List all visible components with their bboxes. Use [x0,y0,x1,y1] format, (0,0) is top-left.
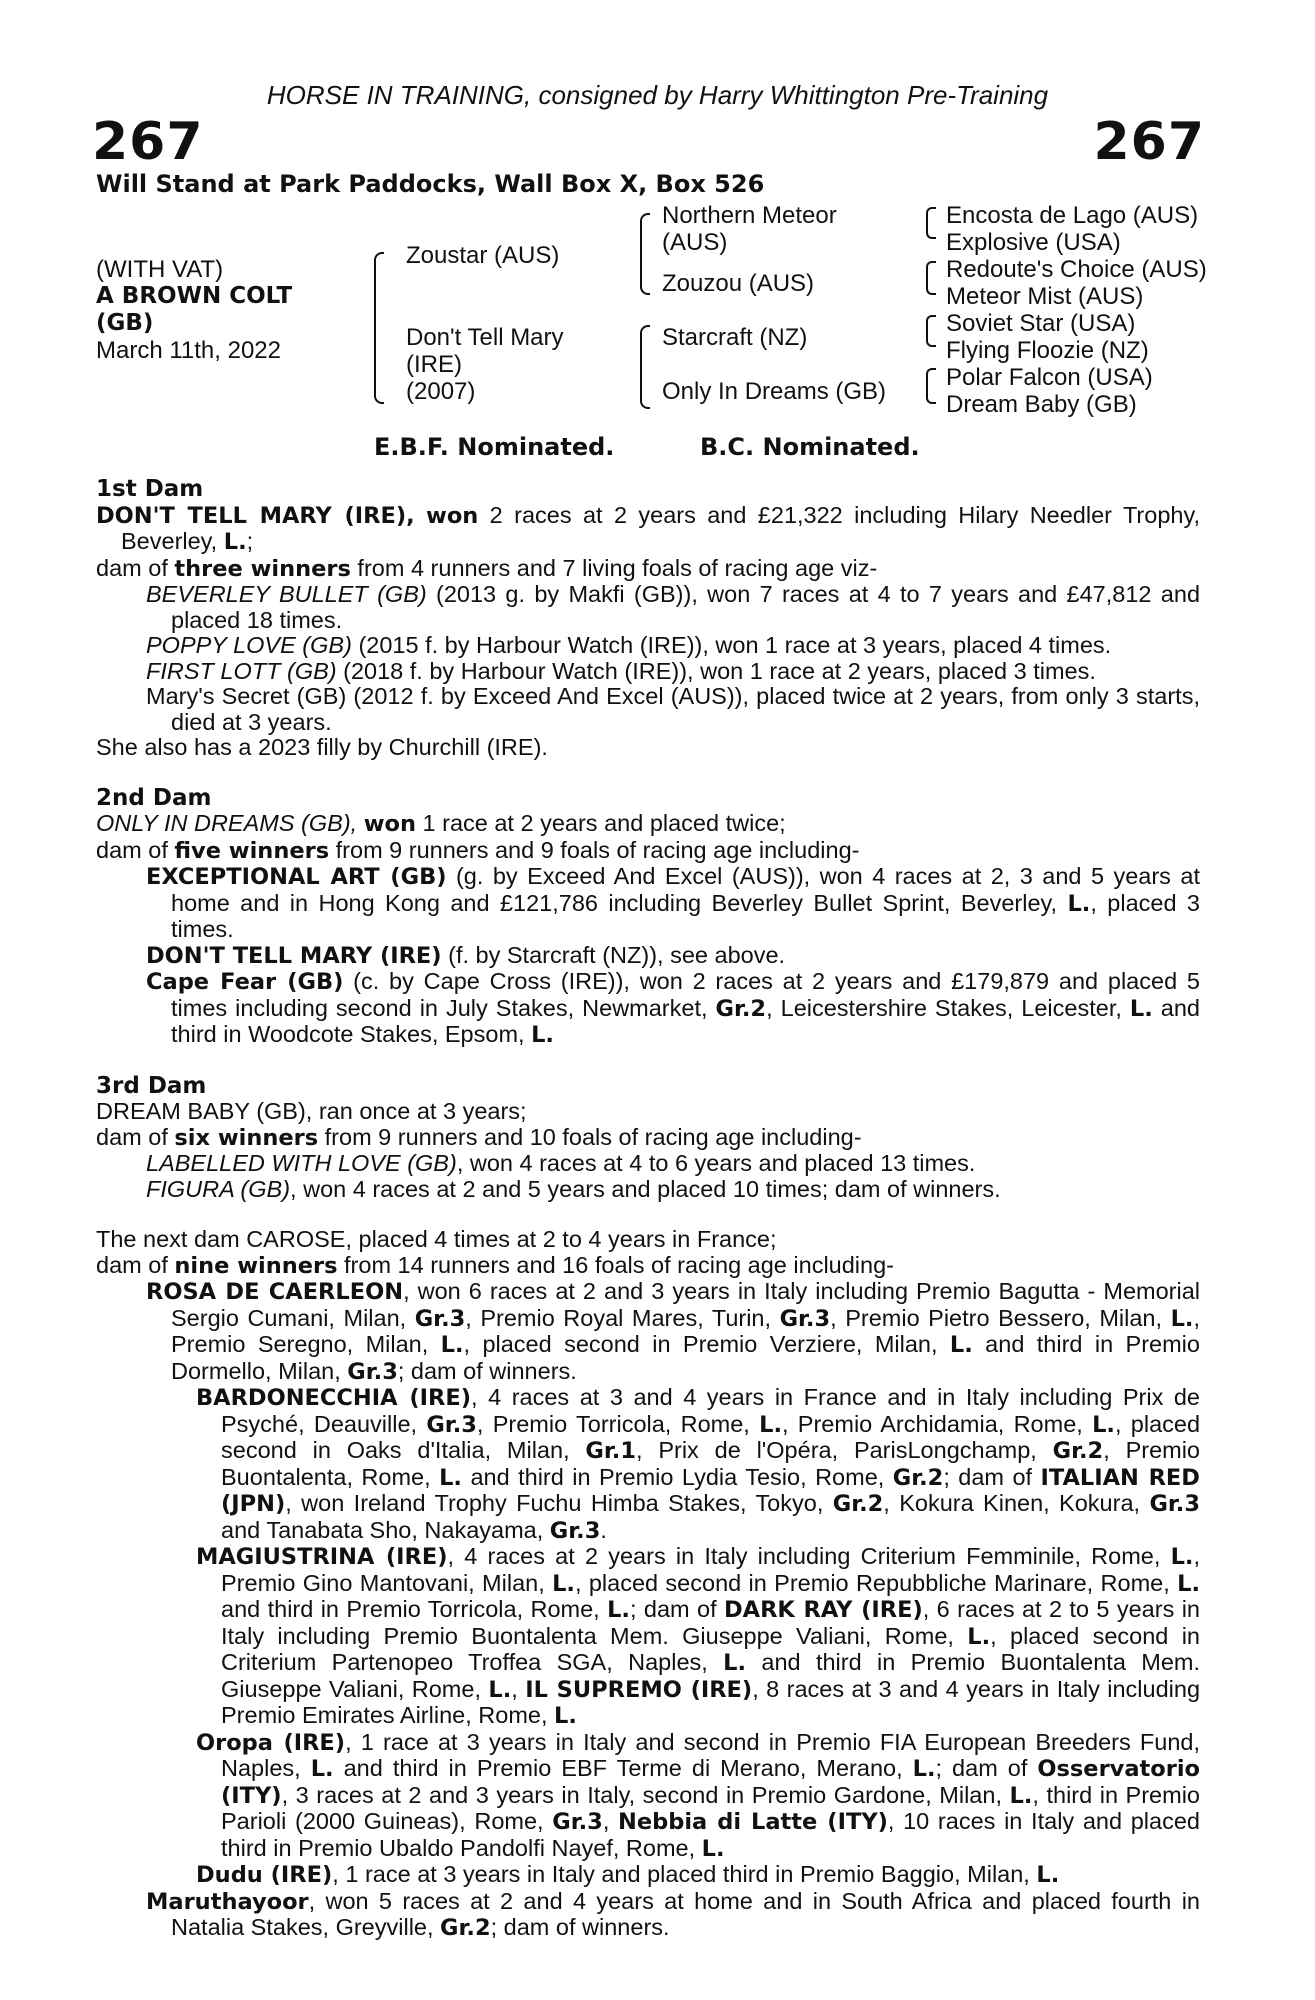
pedigree-gen3-1: Encosta de Lago (AUS) [946,202,1199,229]
pedigree-gen3-2: Explosive (USA) [946,229,1121,256]
pedigree-sire-dam: Zouzou (AUS) [662,270,815,297]
bc-nominated: B.C. Nominated. [700,433,920,461]
pedigree-gen3-6: Flying Floozie (NZ) [946,337,1149,364]
horse-origin: (GB) [96,310,154,336]
first-dam-also: She also has a 2023 filly by Churchill (IRE). [96,734,548,760]
pedigree-sire: Zoustar (AUS) [406,242,560,269]
pedigree-sire-sire-origin: (AUS) [662,229,728,256]
second-dam-progeny-1: EXCEPTIONAL ART (GB) (g. by Exceed And Excel (AUS)), won 4 races at 2, 3 and 5 years at home and in Hong Kong and £121,786 including Beverley Bullet Sprint, Beverley, L., placed 3 times. [146,863,1201,942]
pedigree-dam-origin: (IRE) [406,351,462,378]
first-dam-produce: dam of three winners from 4 runners and 7 living foals of racing age viz- [96,554,878,582]
next-dam-grandprogeny-bardonecchia: BARDONECCHIA (IRE), 4 races at 3 and 4 years in France and in Italy including Prix de Psyché, Deauville, Gr.3, Premio Torricola, Rome, L., Premio Archidamia, Rome, L., placed second in Oaks d'Italia, Milan, Gr.1, Prix de l'Opéra, ParisLongchamp, Gr.2, Premio Buontalenta, Rome, L. and third in Premio Lydia Tesio, Rome, Gr.2; dam of ITALIAN RED (JPN), won Ireland Trophy Fuchu Himba Stakes, Tokyo, Gr.2, Kokura Kinen, Kokura, Gr.3 and Tanabata Sho, Nakayama, Gr.3. [196,1384,1201,1544]
ebf-nominated: E.B.F. Nominated. [374,433,615,461]
pedigree-dam-year: (2007) [406,378,476,405]
first-dam-record: DON'T TELL MARY (IRE), won 2 races at 2 years and £21,322 including Hilary Needler Trophy, Beverley, L.; [96,501,1200,555]
first-dam-progeny-4: Mary's Secret (GB) (2012 f. by Exceed And Excel (AUS)), placed twice at 2 years, from only 3 starts, died at 3 years. [146,683,1200,735]
pedigree-brace-gen3-c [926,315,936,347]
pedigree-notes [96,477,1200,1942]
second-dam-progeny-3: Cape Fear (GB) (c. by Cape Cross (IRE)), won 2 races at 2 years and £179,879 and placed 5 times including second in July Stakes, Newmarket, Gr.2, Leicestershire Stakes, Leicester, L. and third in Woodcote Stakes, Epsom, L. [146,968,1200,1048]
first-dam-progeny-2: POPPY LOVE (GB) (2015 f. by Harbour Watch (IRE)), won 1 race at 3 years, placed 4 times. [146,632,1112,658]
pedigree-dam-sire: Starcraft (NZ) [662,324,808,351]
third-dam-progeny-1: LABELLED WITH LOVE (GB), won 4 races at 4 to 6 years and placed 13 times. [146,1150,976,1176]
pedigree-brace-gen3-a [926,207,936,239]
next-dam-record: The next dam CAROSE, placed 4 times at 2 to 4 years in France; [96,1226,777,1252]
pedigree-brace-gen1 [374,252,384,404]
pedigree-dam-dam: Only In Dreams (GB) [662,378,887,405]
catalogue-header: HORSE IN TRAINING, consigned by Harry Whittington Pre-Training [266,80,1049,110]
pedigree-brace-gen2-bottom [640,325,650,409]
vat-label: (WITH VAT) [96,256,224,283]
third-dam-heading: 3rd Dam [96,1072,207,1099]
pedigree-gen3-3: Redoute's Choice (AUS) [946,256,1207,283]
pedigree-gen3-7: Polar Falcon (USA) [946,364,1153,391]
second-dam-progeny-2: DON'T TELL MARY (IRE) (f. by Starcraft (NZ)), see above. [146,941,786,969]
next-dam-progeny-maruthayoor: Maruthayoor, won 5 races at 2 and 4 years at home and in South Africa and placed fourth in Natalia Stakes, Greyville, Gr.2; dam of winners. [146,1887,1200,1941]
pedigree-sire-sire: Northern Meteor [662,202,837,229]
first-dam-progeny-1: BEVERLEY BULLET (GB) (2013 g. by Makfi (GB)), won 7 races at 4 to 7 years and £47,812 and placed 18 times. [146,581,1201,633]
next-dam-progeny-rosa: ROSA DE CAERLEON, won 6 races at 2 and 3 years in Italy including Premio Bagutta - Memorial Sergio Cumani, Milan, Gr.3, Premio Royal Mares, Turin, Gr.3, Premio Pietro Bessero, Milan, L., Premio Seregno, Milan, L., placed second in Premio Verziere, Milan, L. and third in Premio Dormello, Milan, Gr.3; dam of winners. [146,1278,1200,1385]
second-dam-record: ONLY IN DREAMS (GB), won 1 race at 2 years and placed twice; [96,810,786,837]
first-dam-heading: 1st Dam [96,476,204,502]
pedigree-brace-gen3-d [926,368,936,404]
pedigree-gen3-5: Soviet Star (USA) [946,310,1136,337]
third-dam-record: DREAM BABY (GB), ran once at 3 years; [96,1098,527,1124]
next-dam-grandprogeny-oropa: Oropa (IRE), 1 race at 3 years in Italy and second in Premio FIA European Breeders Fund, Naples, L. and third in Premio EBF Terme di Merano, Merano, L.; dam of Osservatorio (ITY), 3 races at 2 and 3 years in Italy, second in Premio Gardone, Milan, L., third in Premio Parioli (2000 Guineas), Rome, Gr.3, Nebbia di Latte (ITY), 10 races in Italy and placed third in Premio Ubaldo Pandolfi Nayef, Rome, L. [196,1728,1200,1862]
first-dam-progeny-3: FIRST LOTT (GB) (2018 f. by Harbour Watch (IRE)), won 1 race at 2 years, placed 3 times. [146,657,1096,684]
next-dam-grandprogeny-dudu: Dudu (IRE), 1 race at 3 years in Italy and placed third in Premio Baggio, Milan, L. [196,1861,1060,1888]
horse-description: A BROWN COLT [96,283,293,309]
next-dam-grandprogeny-magiustrina: MAGIUSTRINA (IRE), 4 races at 2 years in Italy including Criterium Femminile, Rome, L., Premio Gino Mantovani, Milan, L., placed second in Premio Repubbliche Marinare, Rome, L. and third in Premio Torricola, Rome, L.; dam of DARK RAY (IRE), 6 races at 2 to 5 years in Italy including Premio Buontalenta Mem. Giuseppe Valiani, Rome, L., placed second in Criterium Partenopeo Troffea SGA, Naples, L. and third in Premio Buontalenta Mem. Giuseppe Valiani, Rome, L., IL SUPREMO (IRE), 8 races at 3 and 4 years in Italy including Premio Emirates Airline, Rome, L. [196,1543,1201,1729]
pedigree-brace-gen3-b [926,261,936,295]
second-dam-heading: 2nd Dam [96,784,212,811]
lot-number-left: 267 [92,112,204,172]
foaling-date: March 11th, 2022 [96,337,282,364]
pedigree-gen3-4: Meteor Mist (AUS) [946,283,1144,310]
second-dam-produce: dam of five winners from 9 runners and 9 foals of racing age including- [96,836,860,864]
third-dam-progeny-2: FIGURA (GB), won 4 races at 2 and 5 years and placed 10 times; dam of winners. [146,1175,1001,1202]
pedigree-brace-gen2-top [640,213,650,295]
pedigree-dam: Don't Tell Mary [406,324,564,351]
lot-number-right: 267 [1093,112,1205,172]
next-dam-produce: dam of nine winners from 14 runners and 16 foals of racing age including- [96,1251,894,1279]
pedigree-gen3-8: Dream Baby (GB) [946,391,1137,418]
stand-location: Will Stand at Park Paddocks, Wall Box X, Box 526 [96,170,765,198]
third-dam-produce: dam of six winners from 9 runners and 10 foals of racing age including- [96,1123,862,1151]
